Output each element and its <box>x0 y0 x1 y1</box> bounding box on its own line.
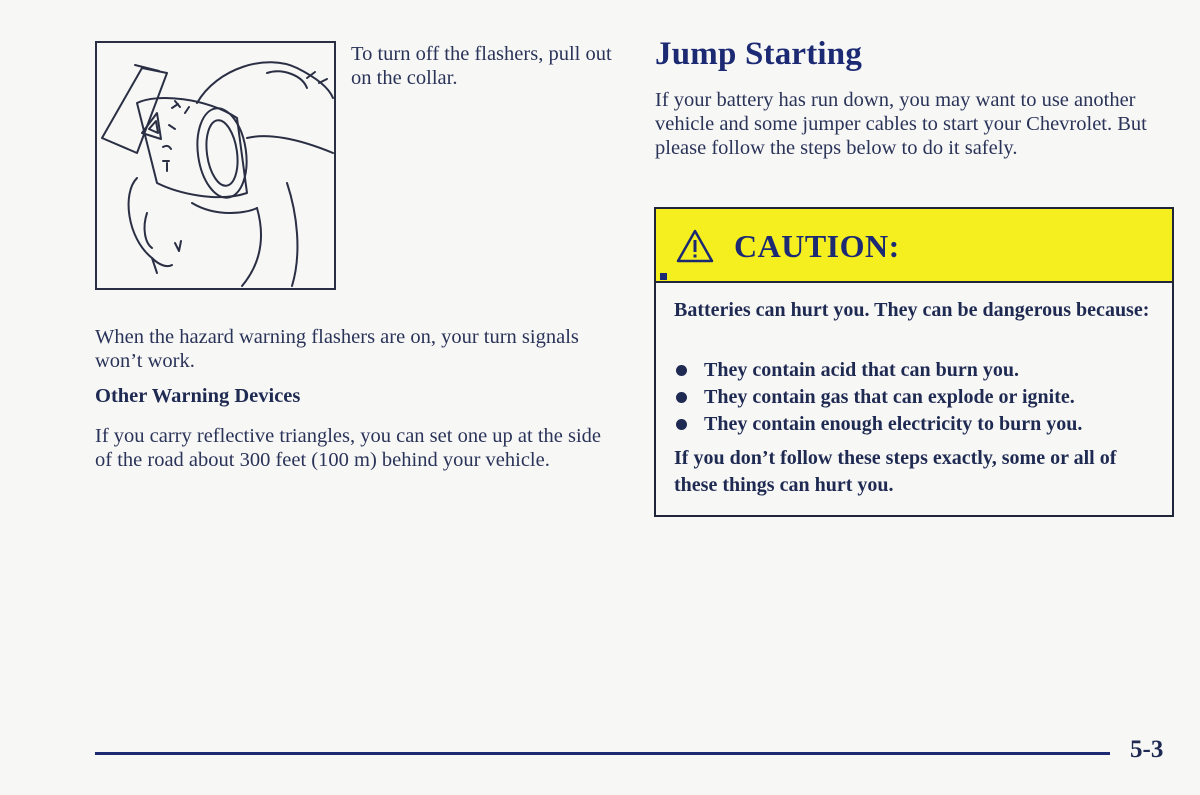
caution-box <box>654 207 1174 517</box>
jump-start-intro: If your battery has run down, you may want to use another vehicle and some jumper cables to start your Chevrolet. But please follow the steps below to do it safely. <box>655 89 1147 159</box>
reflective-triangles-paragraph: If you carry reflective triangles, you can set one up at the side of the road about 300 feet (100 m) behind your vehicle. <box>95 425 602 471</box>
caution-label: CAUTION: <box>734 228 900 264</box>
caution-header <box>656 209 1172 283</box>
hand-pulling-collar-icon <box>97 43 334 288</box>
section-title: Jump Starting <box>655 36 863 72</box>
caution-bullet: They contain gas that can explode or ignite. <box>674 384 1082 411</box>
caution-closing: If you don’t follow these steps exactly, some or all of these things can hurt you. <box>674 447 1117 496</box>
caution-lead: Batteries can hurt you. They can be dangerous because: <box>674 299 1150 321</box>
hazard-note: When the hazard warning flashers are on, your turn signals won’t work. <box>95 326 579 372</box>
corner-mark <box>660 273 667 280</box>
hazard-collar-illustration <box>95 41 336 290</box>
footer-rule <box>95 752 1110 755</box>
caution-bullet: They contain enough electricity to burn you. <box>674 411 1082 438</box>
page-number: 5-3 <box>1130 736 1164 763</box>
caution-bullet: They contain acid that can burn you. <box>674 357 1082 384</box>
warning-triangle-icon <box>675 228 715 264</box>
flasher-off-note: To turn off the flashers, pull out on the collar. <box>351 43 612 89</box>
other-warning-devices-heading: Other Warning Devices <box>95 385 301 407</box>
caution-bullet-list <box>674 357 1082 438</box>
